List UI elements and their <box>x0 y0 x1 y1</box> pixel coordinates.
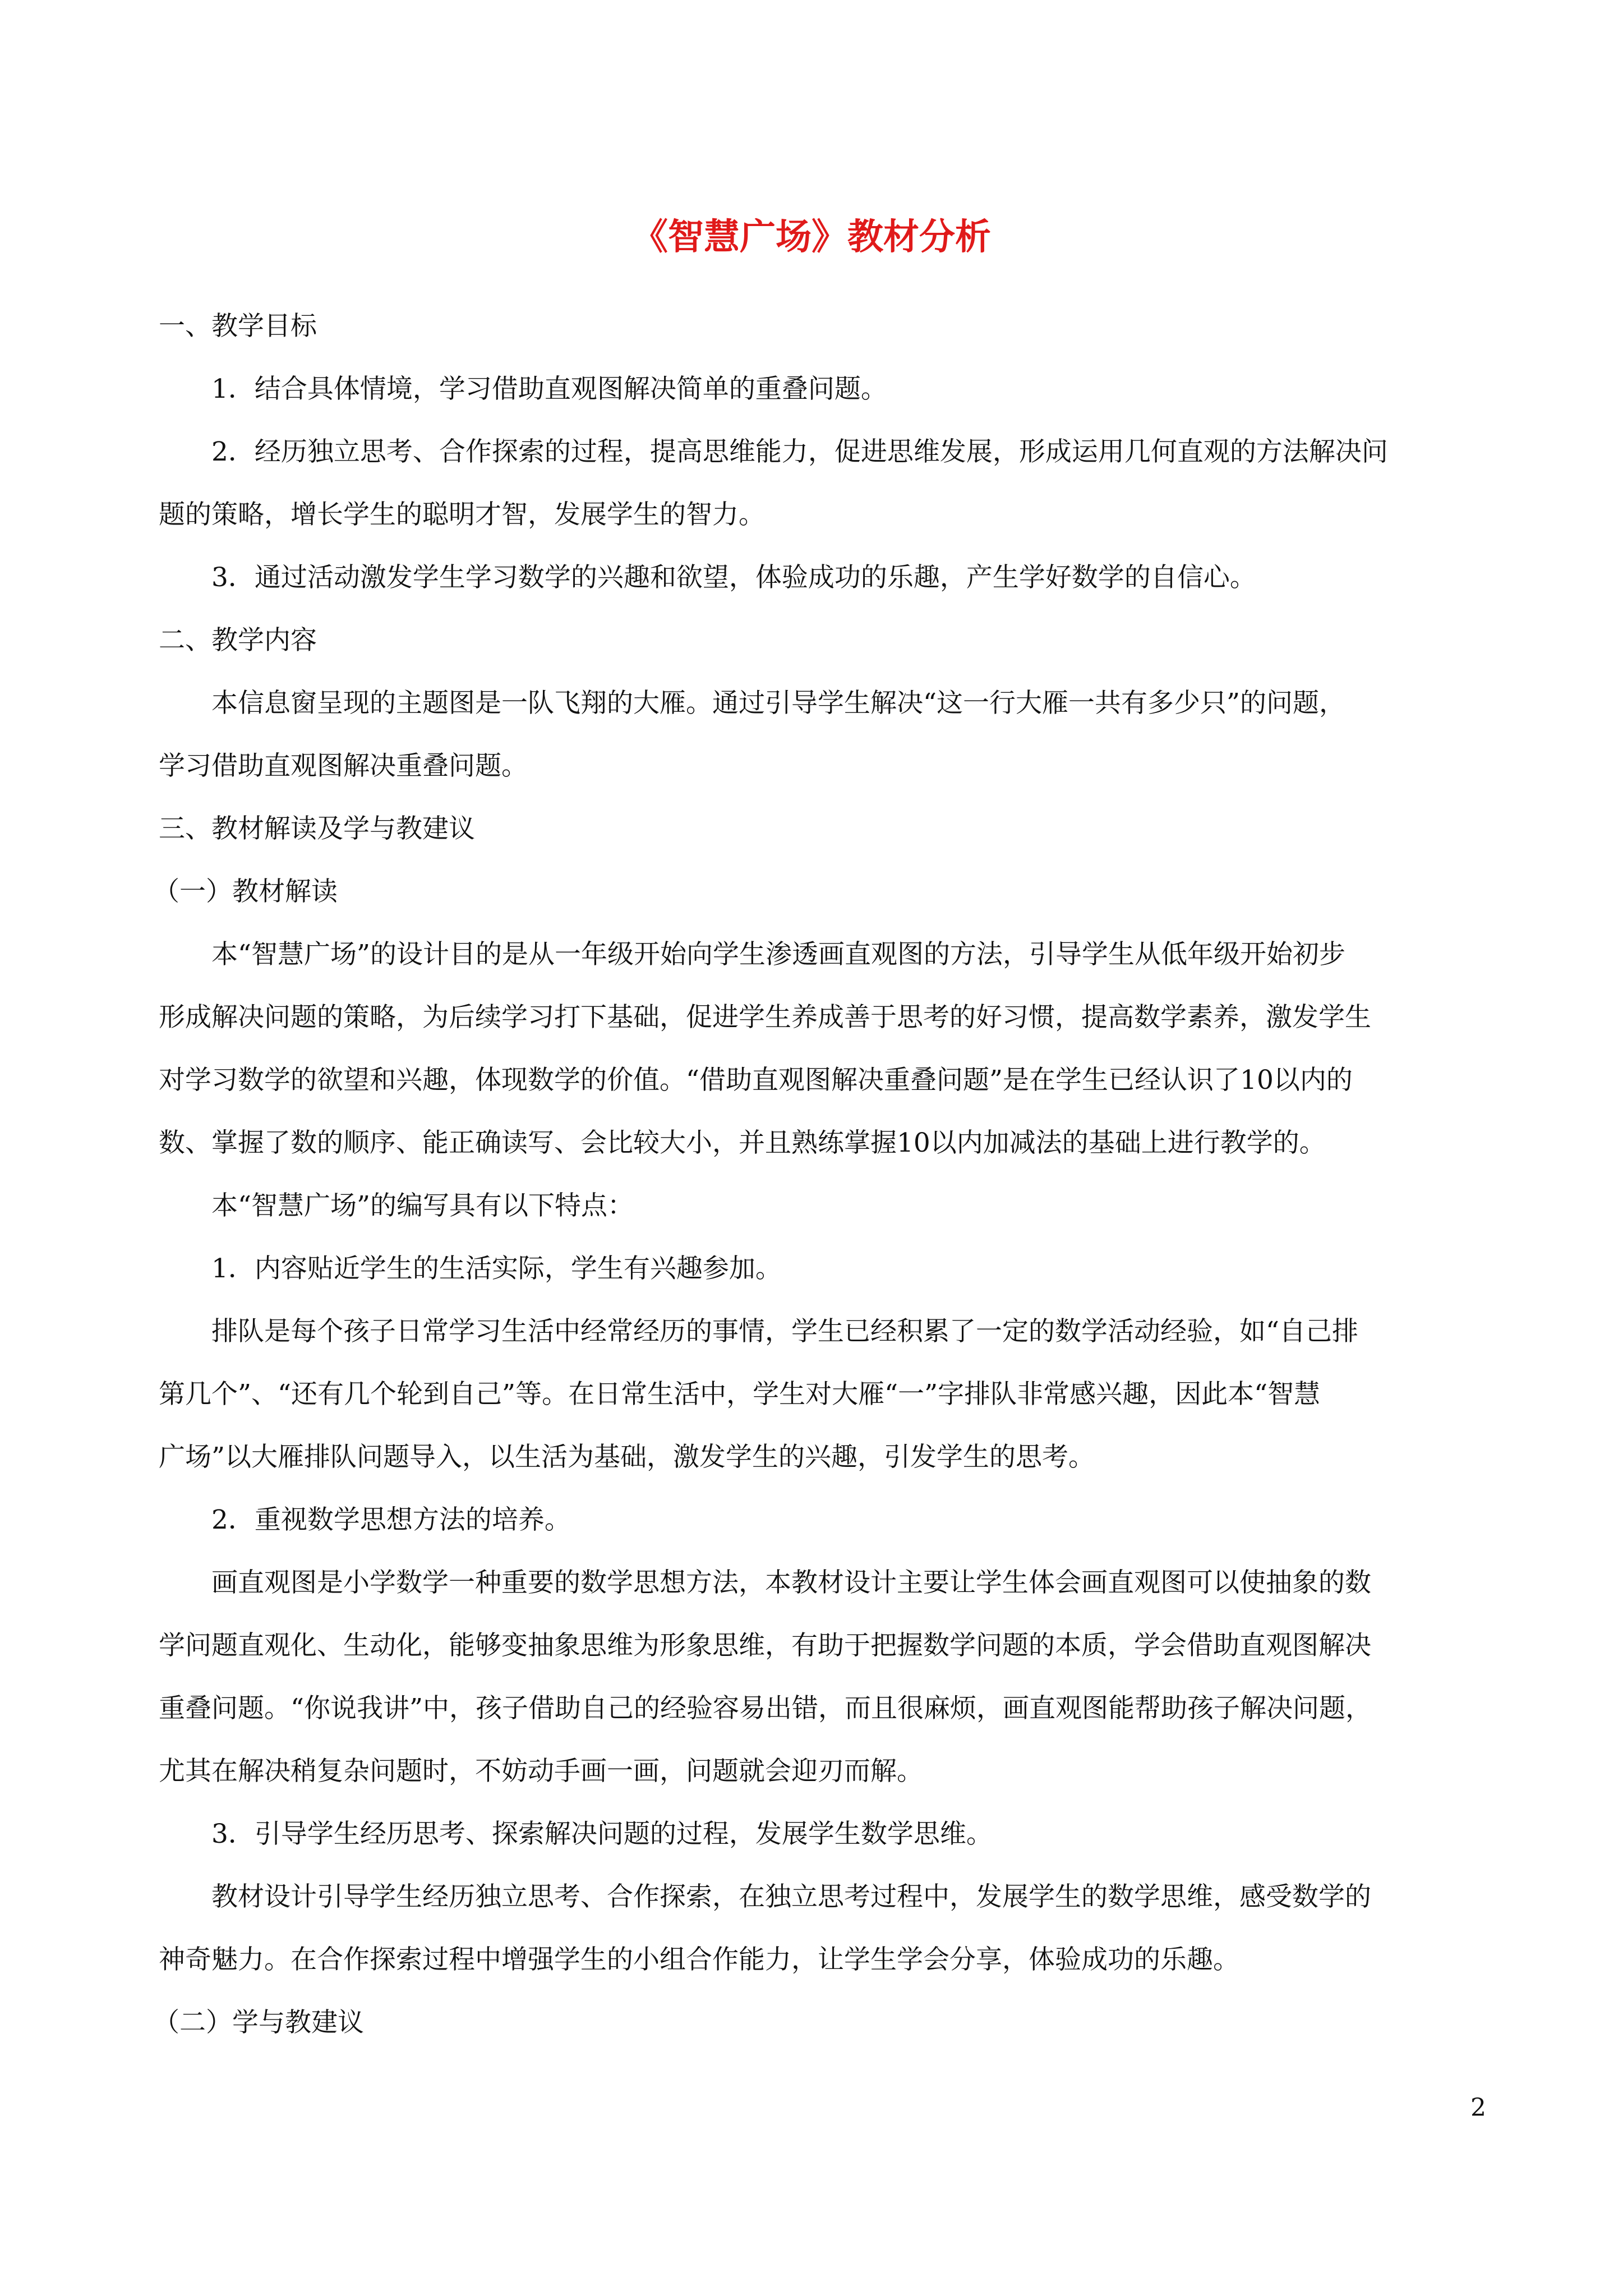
feature-1-title: 1．内容贴近学生的生活实际，学生有兴趣参加。 <box>211 1253 782 1284</box>
feature-2-text-line: 尤其在解决稍复杂问题时，不妨动手画一画，问题就会迎刃而解。 <box>159 1756 923 1787</box>
feature-2-text-line: 学问题直观化、生动化，能够变抽象思维为形象思维，有助于把握数学问题的本质，学会借助直观图解决 <box>159 1630 1371 1661</box>
feature-1-text-line: 第几个”、“还有几个轮到自己”等。在日常生活中，学生对大雁“一”字排队非常感兴趣，因此本“智慧 <box>159 1379 1321 1410</box>
interpretation-paragraph-line: 本“智慧广场”的设计目的是从一年级开始向学生渗透画直观图的方法，引导学生从低年级开始初步 <box>211 939 1346 970</box>
feature-1-text-line: 排队是每个孩子日常学习生活中经常经历的事情，学生已经积累了一定的数学活动经验，如“自己排 <box>211 1316 1359 1347</box>
interpretation-paragraph-line: 数、掌握了数的顺序、能正确读写、会比较大小，并且熟练掌握10以内加减法的基础上进行教学的。 <box>159 1128 1326 1158</box>
feature-3-text-line: 神奇魅力。在合作探索过程中增强学生的小组合作能力，让学生学会分享，体验成功的乐趣。 <box>159 1944 1239 1975</box>
objective-item-1: 1．结合具体情境，学习借助直观图解决简单的重叠问题。 <box>211 374 887 404</box>
objective-item-2: 2．经历独立思考、合作探索的过程，提高思维能力，促进思维发展，形成运用几何直观的方法解决问 <box>211 436 1388 467</box>
section-heading-objectives: 一、教学目标 <box>159 311 317 342</box>
features-intro: 本“智慧广场”的编写具有以下特点： <box>211 1190 634 1221</box>
subsection-heading-suggestions: （二）学与教建议 <box>153 2007 364 2038</box>
page-number: 2 <box>1470 2093 1486 2122</box>
section-heading-interpretation: 三、教材解读及学与教建议 <box>159 813 475 844</box>
feature-3-title: 3．引导学生经历思考、探索解决问题的过程，发展学生数学思维。 <box>211 1819 993 1849</box>
section-heading-content: 二、教学内容 <box>159 625 317 656</box>
feature-2-text-line: 画直观图是小学数学一种重要的数学思想方法，本教材设计主要让学生体会画直观图可以使抽象的数 <box>211 1567 1371 1598</box>
document-body <box>153 295 1488 2054</box>
content-paragraph-line: 本信息窗呈现的主题图是一队飞翔的大雁。通过引导学生解决“这一行大雁一共有多少只”的问题， <box>211 688 1346 719</box>
interpretation-paragraph-line: 对学习数学的欲望和兴趣，体现数学的价值。“借助直观图解决重叠问题”是在学生已经认识了10以内的 <box>159 1065 1353 1096</box>
feature-3-text-line: 教材设计引导学生经历独立思考、合作探索，在独立思考过程中，发展学生的数学思维，感受数学的 <box>211 1881 1371 1912</box>
feature-2-text-line: 重叠问题。“你说我讲”中，孩子借助自己的经验容易出错，而且很麻烦，画直观图能帮助孩子解决问题， <box>159 1693 1372 1724</box>
subsection-heading-interpretation: （一）教材解读 <box>153 876 338 907</box>
objective-item-3: 3．通过活动激发学生学习数学的兴趣和欲望，体验成功的乐趣，产生学好数学的自信心。 <box>211 562 1256 593</box>
feature-1-text-line: 广场”以大雁排队问题导入，以生活为基础，激发学生的兴趣，引发学生的思考。 <box>159 1442 1095 1473</box>
feature-2-title: 2．重视数学思想方法的培养。 <box>211 1504 571 1535</box>
content-paragraph-line: 学习借助直观图解决重叠问题。 <box>159 751 528 781</box>
interpretation-paragraph-line: 形成解决问题的策略，为后续学习打下基础，促进学生养成善于思考的好习惯，提高数学素养，激发学生 <box>159 1002 1371 1033</box>
objective-item-2-continued: 题的策略，增长学生的聪明才智，发展学生的智力。 <box>159 499 765 530</box>
document-title: 《智慧广场》教材分析 <box>632 216 991 258</box>
